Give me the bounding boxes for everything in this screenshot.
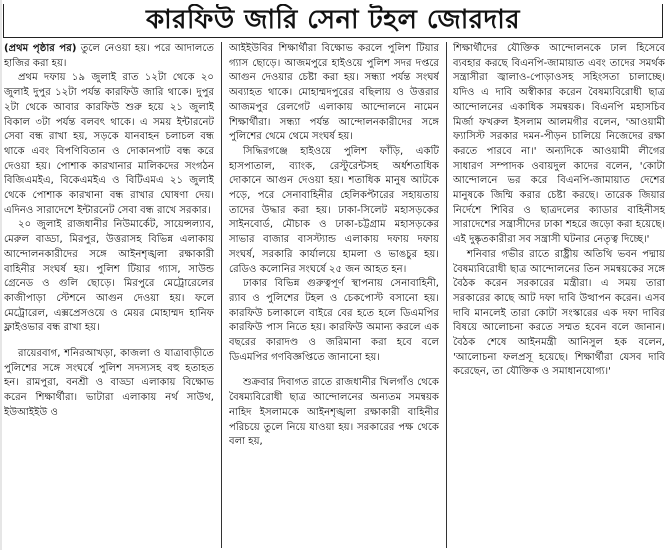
page-edge xyxy=(0,0,2,550)
paragraph: রায়েরবাগ, শনিরআখড়া, কাজলা ও যাত্রাবাড়ীতে পুলিশের সঙ্গে সংঘর্ষে পুলিশ সদস্যসহ বহু হতাহত হন। রামপুরা, বনশ্রী ও বাড্ডা এলাকায় বিক্ষোভ করেন শিক্ষার্থীরা। ভাটারা এলাকায় নর্থ সাউথ, ইউআইইউ ও xyxy=(4,348,214,418)
headline: কারফিউ জারি সেনা টহল জোরদার xyxy=(3,4,663,38)
paragraph: ঢাকার বিভিন্ন গুরুত্বপূর্ণ স্থাপনায় সেনাবাহিনী, র‍্যাব ও পুলিশের টহল ও চেকপোস্ট বসানো হয়। কারফিউ চলাকালে বাইরে বের হতে হলে ডিএমপির কারফিউ পাস নিতে হয়। কারফিউ অমান্য করলে এক বছরের কারাদণ্ড ও জরিমানা করা হবে বলে ডিএমপির গণবিজ্ঞপ্তিতে জানানো হয়। xyxy=(229,278,439,363)
article-column-1 xyxy=(4,42,214,548)
article-column-2 xyxy=(229,42,439,548)
paragraph: শুক্রবার দিবাগত রাতে রাজধানীর খিলগাঁও থেকে বৈষম্যবিরোধী ছাত্র আন্দোলনের অন্যতম সমন্বয়ক নাহিদ ইসলামকে আইনশৃঙ্খলা রক্ষাকারী বাহিনীর পরিচয়ে তুলে নিয়ে যাওয়া হয়। সরকারের পক্ষ থেকে বলা হয়, xyxy=(229,377,439,448)
paragraph: আইইউবির শিক্ষার্থীরা বিক্ষোভ করলে পুলিশ টিয়ার গ্যাস ছোড়ে। আজমপুরে হাইওয়ে পুলিশ সদর দপ্তরে আগুন দেওয়ার চেষ্টা করা হয়। সন্ধ্যা পর্যন্ত সংঘর্ষ অব্যাহত থাকে। মোহাম্মদপুরের বছিলায় ও উত্তরার আজমপুর রেলগেট এলাকায় আন্দোলনে নামেন শিক্ষার্থীরা। সন্ধ্যা পর্যন্ত আন্দোলনকারীদের সঙ্গে পুলিশের থেমে থেমে সংঘর্ষ হয়। xyxy=(229,43,439,143)
paragraph-text: তুলে নেওয়া হয়। পরে আদালতে হাজির করা হয়। xyxy=(4,43,214,69)
column-rule-2 xyxy=(446,42,447,548)
paragraph: শনিবার গভীর রাতে রাষ্ট্রীয় অতিথি ভবন পদ্মায় বৈষম্যবিরোধী ছাত্র আন্দোলনের তিন সমন্বয়কের সঙ্গে বৈঠক করেন সরকারের মন্ত্রীরা। এ সময় তারা সরকারের কাছে আট দফা দাবি উত্থাপন করেন। এসব দাবি মানলেই তারা কোটা সংস্কারের এক দফা দাবির বিষয়ে আলোচনা করতে সম্মত হবেন বলে জানান। বৈঠক শেষে আইনমন্ত্রী আনিসুল হক বলেন, 'আলোচনা ফলপ্রসূ হয়েছে। শিক্ষার্থীরা যেসব দাবি করেছেন, তা যৌক্তিক ও সমাধানযোগ্য।' xyxy=(453,248,665,378)
continuation-label: (প্রথম পৃষ্ঠার পর) xyxy=(4,43,77,54)
paragraph-continued xyxy=(4,42,214,71)
paragraph: সিদ্ধিরগঞ্জে হাইওয়ে পুলিশ ফাঁড়ি, একটি হাসপাতাল, ব্যাংক, রেস্টুরেন্টসহ অর্ধশতাধিক দোকানে আগুন দেওয়া হয়। শতাধিক মানুষ আটকে পড়ে, পরে সেনাবাহিনীর হেলিকপ্টারের সহায়তায় তাদের উদ্ধার করা হয়। ঢাকা-সিলেট মহাসড়কের সাইনবোর্ড, মৌচাক ও ঢাকা-চট্টগ্রাম মহাসড়কের সাভার বাজার বাসস্ট্যান্ড এলাকায় দফায় দফায় সংঘর্ষ, সরকারি কার্যালয়ে হামলা ও ভাঙচুর হয়। রেডিও কলোনির সংঘর্ষে ২৫ জন আহত হন। xyxy=(229,145,439,275)
paragraph: ২০ জুলাই রাজধানীর নিউমার্কেট, সায়েন্সল্যাব, মেরুল বাড্ডা, মিরপুর, উত্তরাসহ বিভিন্ন এলাকায় আন্দোলনকারীদের সঙ্গে আইনশৃঙ্খলা রক্ষাকারী বাহিনীর সংঘর্ষ হয়। পুলিশ টিয়ার গ্যাস, সাউন্ড গ্রেনেড ও গুলি ছোড়ে। মিরপুরে মেট্রোরেলের কাজীপাড়া স্টেশনে আগুন দেওয়া হয়। ফলে মেট্রোরেল, এক্সপ্রেসওয়ে ও মেয়র মোহাম্মদ হানিফ ফ্লাইওভার বন্ধ রাখা হয়। xyxy=(4,219,214,334)
column-rule-1 xyxy=(221,42,222,548)
paragraph: শিক্ষার্থীদের যৌক্তিক আন্দোলনকে ঢাল হিসেবে ব্যবহার করছে বিএনপি-জামায়াত এবং তাদের সমর্থক সন্ত্রাসীরা জ্বালাও-পোড়াওসহ সহিংসতা চালাচ্ছে। যদিও এ দাবি অস্বীকার করেন বৈষম্যবিরোধী ছাত্র আন্দোলনের একাধিক সমন্বয়ক। বিএনপি মহাসচিব মির্জা ফখরুল ইসলাম আলমগীর বলেন, 'আওয়ামী ফ্যাসিস্ট সরকার দমন-পীড়ন চালিয়ে নিজেদের রক্ষা করতে পারবে না।' অন্যদিকে আওয়ামী লীগের সাধারণ সম্পাদক ওবায়দুল কাদের বলেন, 'কোটা আন্দোলনে ভর করে বিএনপি-জামায়াত দেশের মানুষকে জিম্মি করার চেষ্টা করছে। তারেক জিয়ার নির্দেশে শিবির ও ছাত্রদলের ক্যাডার বাহিনীসহ সারাদেশের সন্ত্রাসীদের ঢাকা শহরে জড়ো করা হয়েছে। এই দুষ্কৃতকারীরা সব সন্ত্রাসী ঘটনার নেতৃত্ব দিচ্ছে।' xyxy=(453,43,665,246)
paragraph: প্রথম দফায় ১৯ জুলাই রাত ১২টা থেকে ২০ জুলাই দুপুর ১২টা পর্যন্ত কারফিউ জারি থাকে। দুপুর ২টা থেকে আবার কারফিউ শুরু হয়ে ২১ জুলাই বিকাল ৩টা পর্যন্ত বলবৎ থাকে। এ সময় ইন্টারনেট সেবা বন্ধ রাখা হয়, সড়কে যানবাহন চলাচল বন্ধ থাকে এবং বিপণিবিতান ও দোকানপাট বন্ধ করে দেওয়া হয়। পোশাক কারখানার মালিকদের সংগঠন বিজিএমইএ, বিকেএমইএ ও বিটিএমএ ২১ জুলাই থেকে পোশাক কারখানা বন্ধ রাখার ঘোষণা দেয়। এদিনও সারাদেশে ইন্টারনেট সেবা বন্ধ রাখে সরকার। xyxy=(4,72,214,216)
article-column-3 xyxy=(453,42,665,548)
